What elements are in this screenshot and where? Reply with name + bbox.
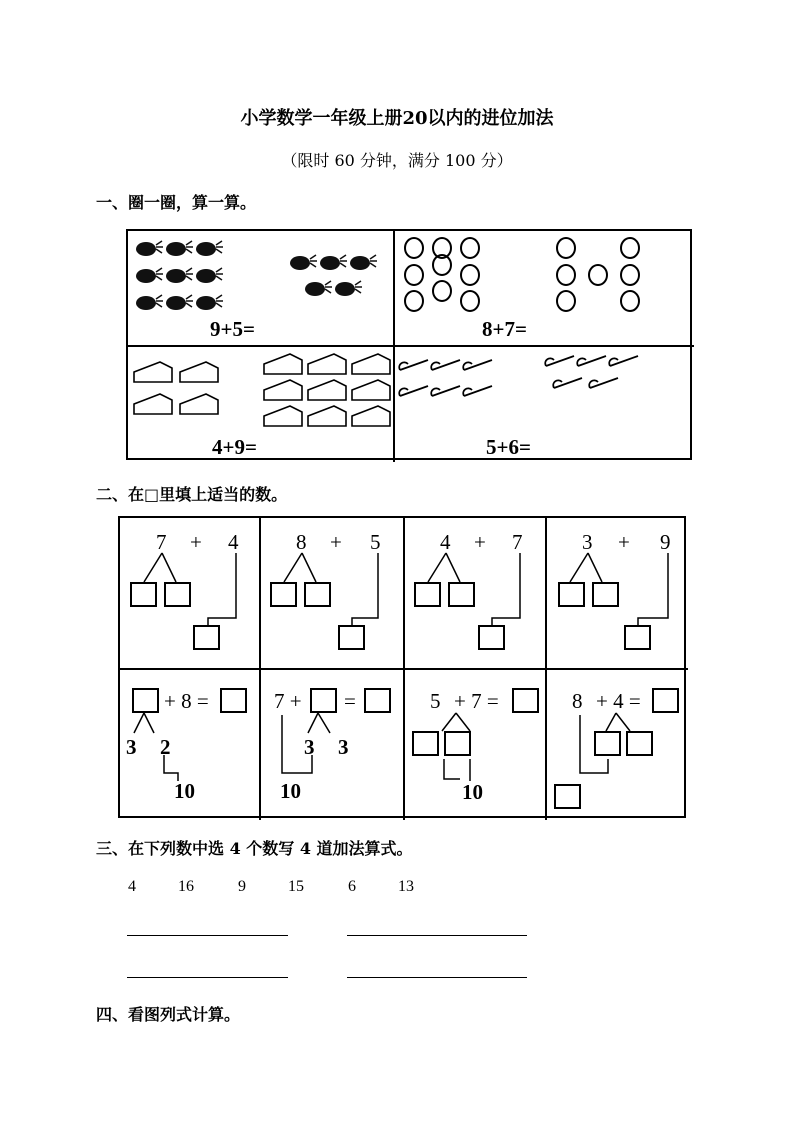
number-choices: [0, 878, 794, 900]
number-choice: 6: [348, 878, 356, 895]
addend-a: 3: [582, 530, 593, 554]
answer-box[interactable]: [444, 731, 471, 756]
answer-box[interactable]: [310, 688, 337, 713]
make-ten-grid: [118, 516, 686, 818]
answer-box[interactable]: [130, 582, 157, 607]
section-2-heading: 二、在□里填上适当的数。: [96, 485, 288, 504]
wrench-icon: [394, 346, 694, 462]
cake-slice-icon: [128, 346, 394, 462]
equation-text: + 8 =: [164, 689, 209, 713]
addend-a: 8: [572, 689, 583, 713]
answer-line[interactable]: [127, 977, 288, 978]
plus-sign: +: [330, 530, 342, 554]
equation-8-plus-7: 8+7=: [482, 317, 527, 341]
answer-box[interactable]: [652, 688, 679, 713]
plus-sign: +: [618, 530, 630, 554]
make-ten-cell-bottom-4: [546, 669, 688, 820]
answer-box[interactable]: [478, 625, 505, 650]
section-4-heading: 四、看图列式计算。: [96, 1005, 241, 1024]
number-choice: 4: [128, 878, 136, 895]
equation-5-plus-6: 5+6=: [486, 435, 531, 459]
answer-box[interactable]: [364, 688, 391, 713]
addend-b: 4: [228, 530, 239, 554]
answer-box[interactable]: [594, 731, 621, 756]
picture-problem-grid: [126, 229, 692, 460]
addend-a: 8: [296, 530, 307, 554]
number-choice: 9: [238, 878, 246, 895]
make-ten-cell-bottom-1: [120, 669, 260, 820]
answer-line[interactable]: [347, 977, 527, 978]
make-ten-cell-top-2: [260, 518, 404, 669]
equals-sign: =: [344, 689, 356, 713]
page-title: 小学数学一年级上册20以内的进位加法: [240, 108, 554, 129]
answer-box[interactable]: [414, 582, 441, 607]
section-1-heading: 一、圈一圈，算一算。: [96, 193, 257, 212]
answer-box[interactable]: [132, 688, 159, 713]
addend-b: 5: [370, 530, 381, 554]
equation-text: + 7 =: [454, 689, 499, 713]
split-part: 3: [338, 735, 349, 759]
answer-box[interactable]: [512, 688, 539, 713]
ten-label: 10: [462, 780, 483, 804]
plus-sign: +: [190, 530, 202, 554]
answer-box[interactable]: [626, 731, 653, 756]
make-ten-cell-bottom-3: [404, 669, 546, 820]
answer-box[interactable]: [220, 688, 247, 713]
plus-sign: +: [474, 530, 486, 554]
section-3-heading: 三、在下列数中选 4 个数写 4 道加法算式。: [96, 839, 413, 858]
answer-box[interactable]: [164, 582, 191, 607]
equation-4-plus-9: 4+9=: [212, 435, 257, 459]
answer-box[interactable]: [554, 784, 581, 809]
equation-text: 7 +: [274, 689, 302, 713]
addend-a: 5: [430, 689, 441, 713]
problem-cell-wrench: [394, 346, 694, 462]
split-part: 2: [160, 735, 171, 759]
problem-cell-cake: [128, 346, 394, 462]
equation-text: + 4 =: [596, 689, 641, 713]
split-part: 3: [304, 735, 315, 759]
egg-icon: [394, 231, 694, 346]
equation-9-plus-5: 9+5=: [210, 317, 255, 341]
ten-label: 10: [280, 779, 301, 803]
make-ten-cell-bottom-2: [260, 669, 404, 820]
addend-a: 4: [440, 530, 451, 554]
addend-a: 7: [156, 530, 167, 554]
number-choice: 15: [288, 878, 304, 895]
ten-label: 10: [174, 779, 195, 803]
answer-box[interactable]: [338, 625, 365, 650]
answer-line[interactable]: [347, 935, 527, 936]
make-ten-cell-top-3: [404, 518, 546, 669]
addend-b: 9: [660, 530, 671, 554]
answer-box[interactable]: [448, 582, 475, 607]
addend-b: 7: [512, 530, 523, 554]
number-choice: 13: [398, 878, 414, 895]
make-ten-cell-top-4: [546, 518, 688, 669]
answer-line[interactable]: [127, 935, 288, 936]
split-part: 3: [126, 735, 137, 759]
answer-box[interactable]: [624, 625, 651, 650]
problem-cell-egg: [394, 231, 694, 346]
pineapple-icon: [128, 231, 394, 346]
answer-box[interactable]: [592, 582, 619, 607]
answer-box[interactable]: [193, 625, 220, 650]
answer-box[interactable]: [558, 582, 585, 607]
page-subtitle: （限时 60 分钟，满分 100 分）: [281, 151, 513, 170]
make-ten-cell-top-1: [120, 518, 260, 669]
answer-box[interactable]: [304, 582, 331, 607]
number-choice: 16: [178, 878, 194, 895]
answer-box[interactable]: [412, 731, 439, 756]
problem-cell-pineapple: [128, 231, 394, 346]
answer-box[interactable]: [270, 582, 297, 607]
